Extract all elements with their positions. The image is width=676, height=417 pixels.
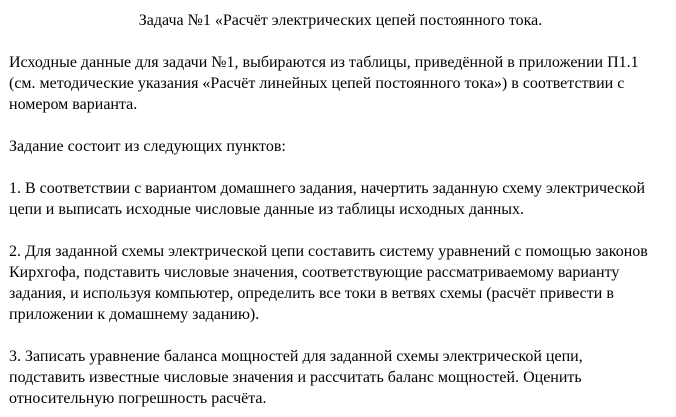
- document-title: Задача №1 «Расчёт электрических цепей постоянного тока.: [138, 12, 543, 29]
- paragraph-step-1: 1. В соответствии с вариантом домашнего задания, начертить заданную схему электрической цепи и выписать исходные числовые данные из таблицы исходных данных.: [9, 180, 646, 218]
- paragraph-step-3: 3. Записать уравнение баланса мощностей для заданной схемы электрической цепи, подставить известные числовые значения и рассчитать баланс мощностей. Оценить относительную погрешность расчёта.: [9, 348, 583, 407]
- paragraph-step-2: 2. Для заданной схемы электрической цепи составить систему уравнений с помощью законов Кирхгофа, подставить числовые значения, соответствующие рассматриваемому варианту задания, и используя компьютер, определить все токи в ветвях схемы (расчёт привести в приложении к домашнему заданию).: [9, 243, 648, 323]
- paragraph-source-data: Исходные данные для задачи №1, выбираются из таблицы, приведённой в приложении П1.1 (см. методические указания «Расчёт линейных цепей постоянного тока») в соответствии с номером варианта.: [9, 54, 639, 113]
- paragraph-task-intro: Задание состоит из следующих пунктов:: [9, 138, 286, 155]
